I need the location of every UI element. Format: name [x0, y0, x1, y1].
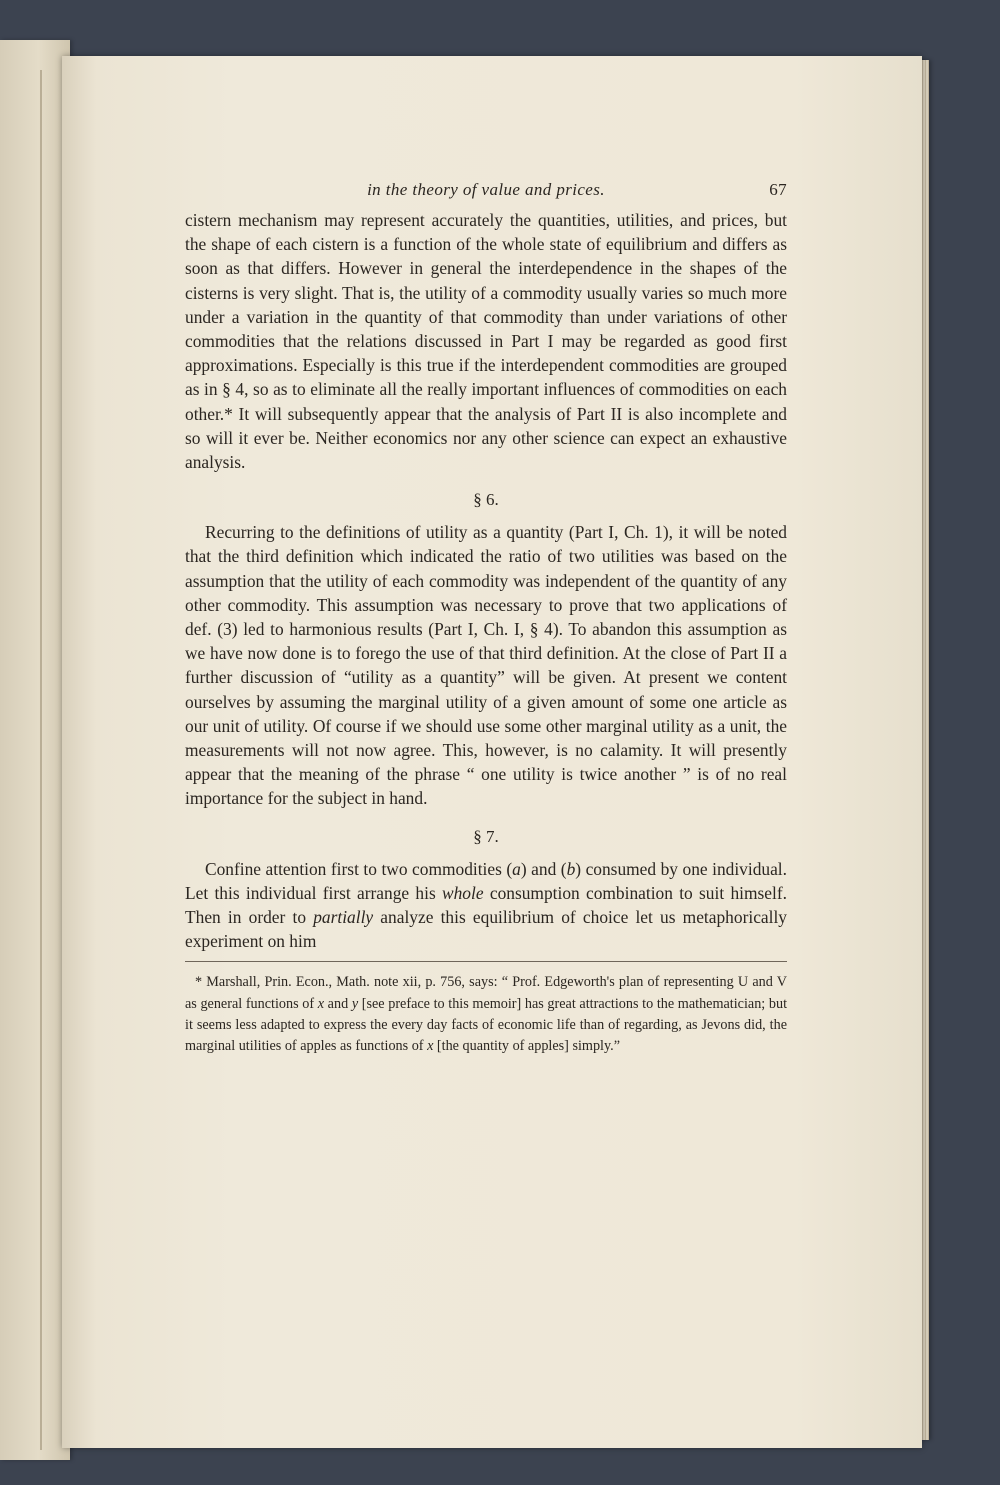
facing-page-rule	[40, 70, 42, 1450]
text-segment: analyze this equilibrium of choice let us metaphorically experiment on him	[185, 907, 787, 952]
footnote-text: [see preface to this memoir] has great attractions to the mathematician; but it seems less adapted to express the every day facts of economic life than of regarding, as Jevons did, the marginal utilities of apples as functions of	[185, 995, 788, 1055]
text-segment: Confine attention first to two commodities (	[205, 858, 513, 879]
italic-partially: partially	[313, 907, 374, 928]
running-head	[185, 180, 787, 208]
section-heading-6: § 6.	[473, 490, 499, 510]
page-content	[185, 180, 787, 1058]
footnote	[185, 972, 787, 1057]
footnote-text: [the quantity of apples] simply.”	[433, 1038, 621, 1055]
italic-whole: whole	[442, 882, 484, 903]
page-number: 67	[769, 180, 787, 199]
running-head-title: in the theory of value and prices.	[367, 180, 605, 199]
italic-x: x	[427, 1038, 434, 1055]
facing-page-edge	[0, 40, 70, 1460]
italic-x: x	[317, 995, 325, 1012]
paragraph-continued: cistern mechanism may represent accurately the quantities, utilities, and prices, but the shape of each cistern is a function of the whole state of equilibrium and differs as soon as that differs. However in general the interdependence in the shapes of the cisterns is very slight. That is, the utility of a commodity usually varies so much more under a variation in the quantity of that commodity than under variations of other commodities that the relations discussed in Part I may be regarded as good first approximations. Especially is this true if the interdependent commodities are grouped as in § 4, so as to eliminate all the really important influences of commodities on each other.* It will subsequently appear that the analysis of Part II is also incomplete and so will it ever be. Neither economics nor any other science can expect an exhaustive analysis.	[185, 210, 787, 473]
section-heading-7: § 7.	[473, 826, 499, 846]
text-segment: ) and (	[520, 858, 567, 879]
italic-b: b	[566, 858, 576, 879]
footnote-text: * Marshall, Prin. Econ., Math. note xii, p. 756, says: “ Prof. Edgeworth's plan of representing U and V as general functions of	[185, 974, 787, 1012]
section-7-paragraph	[185, 857, 787, 954]
italic-y: y	[351, 995, 359, 1012]
text-segment: ) consumed by one individual. Let this individual first arrange his	[185, 858, 787, 903]
text-segment: consumption combination to suit himself. Then in order to	[185, 882, 787, 928]
section-6-paragraph: Recurring to the definitions of utility as a quantity (Part I, Ch. 1), it will be noted that the third definition which indicated the ratio of two utilities was based on the assumption that the utility of each commodity was independent of the quantity of any other commodity. This assumption was necessary to prove that two applications of def. (3) led to harmonious results (Part I, Ch. I, § 4). To abandon this assumption as we have now done is to forego the use of that third definition. At the close of Part II a further discussion of “utility as a quantity” will be given. At present we content ourselves by assuming the marginal utility of a given amount of some one article as our unit of utility. Of course if we should use some other marginal utility as a unit, the measurements will not now agree. This, however, is no calamity. It will presently appear that the meaning of the phrase “ one utility is twice another ” is of no real importance for the subject in hand.	[185, 522, 787, 809]
footnote-text: and	[324, 995, 352, 1012]
italic-a: a	[512, 858, 521, 879]
footnote-divider	[185, 961, 787, 962]
